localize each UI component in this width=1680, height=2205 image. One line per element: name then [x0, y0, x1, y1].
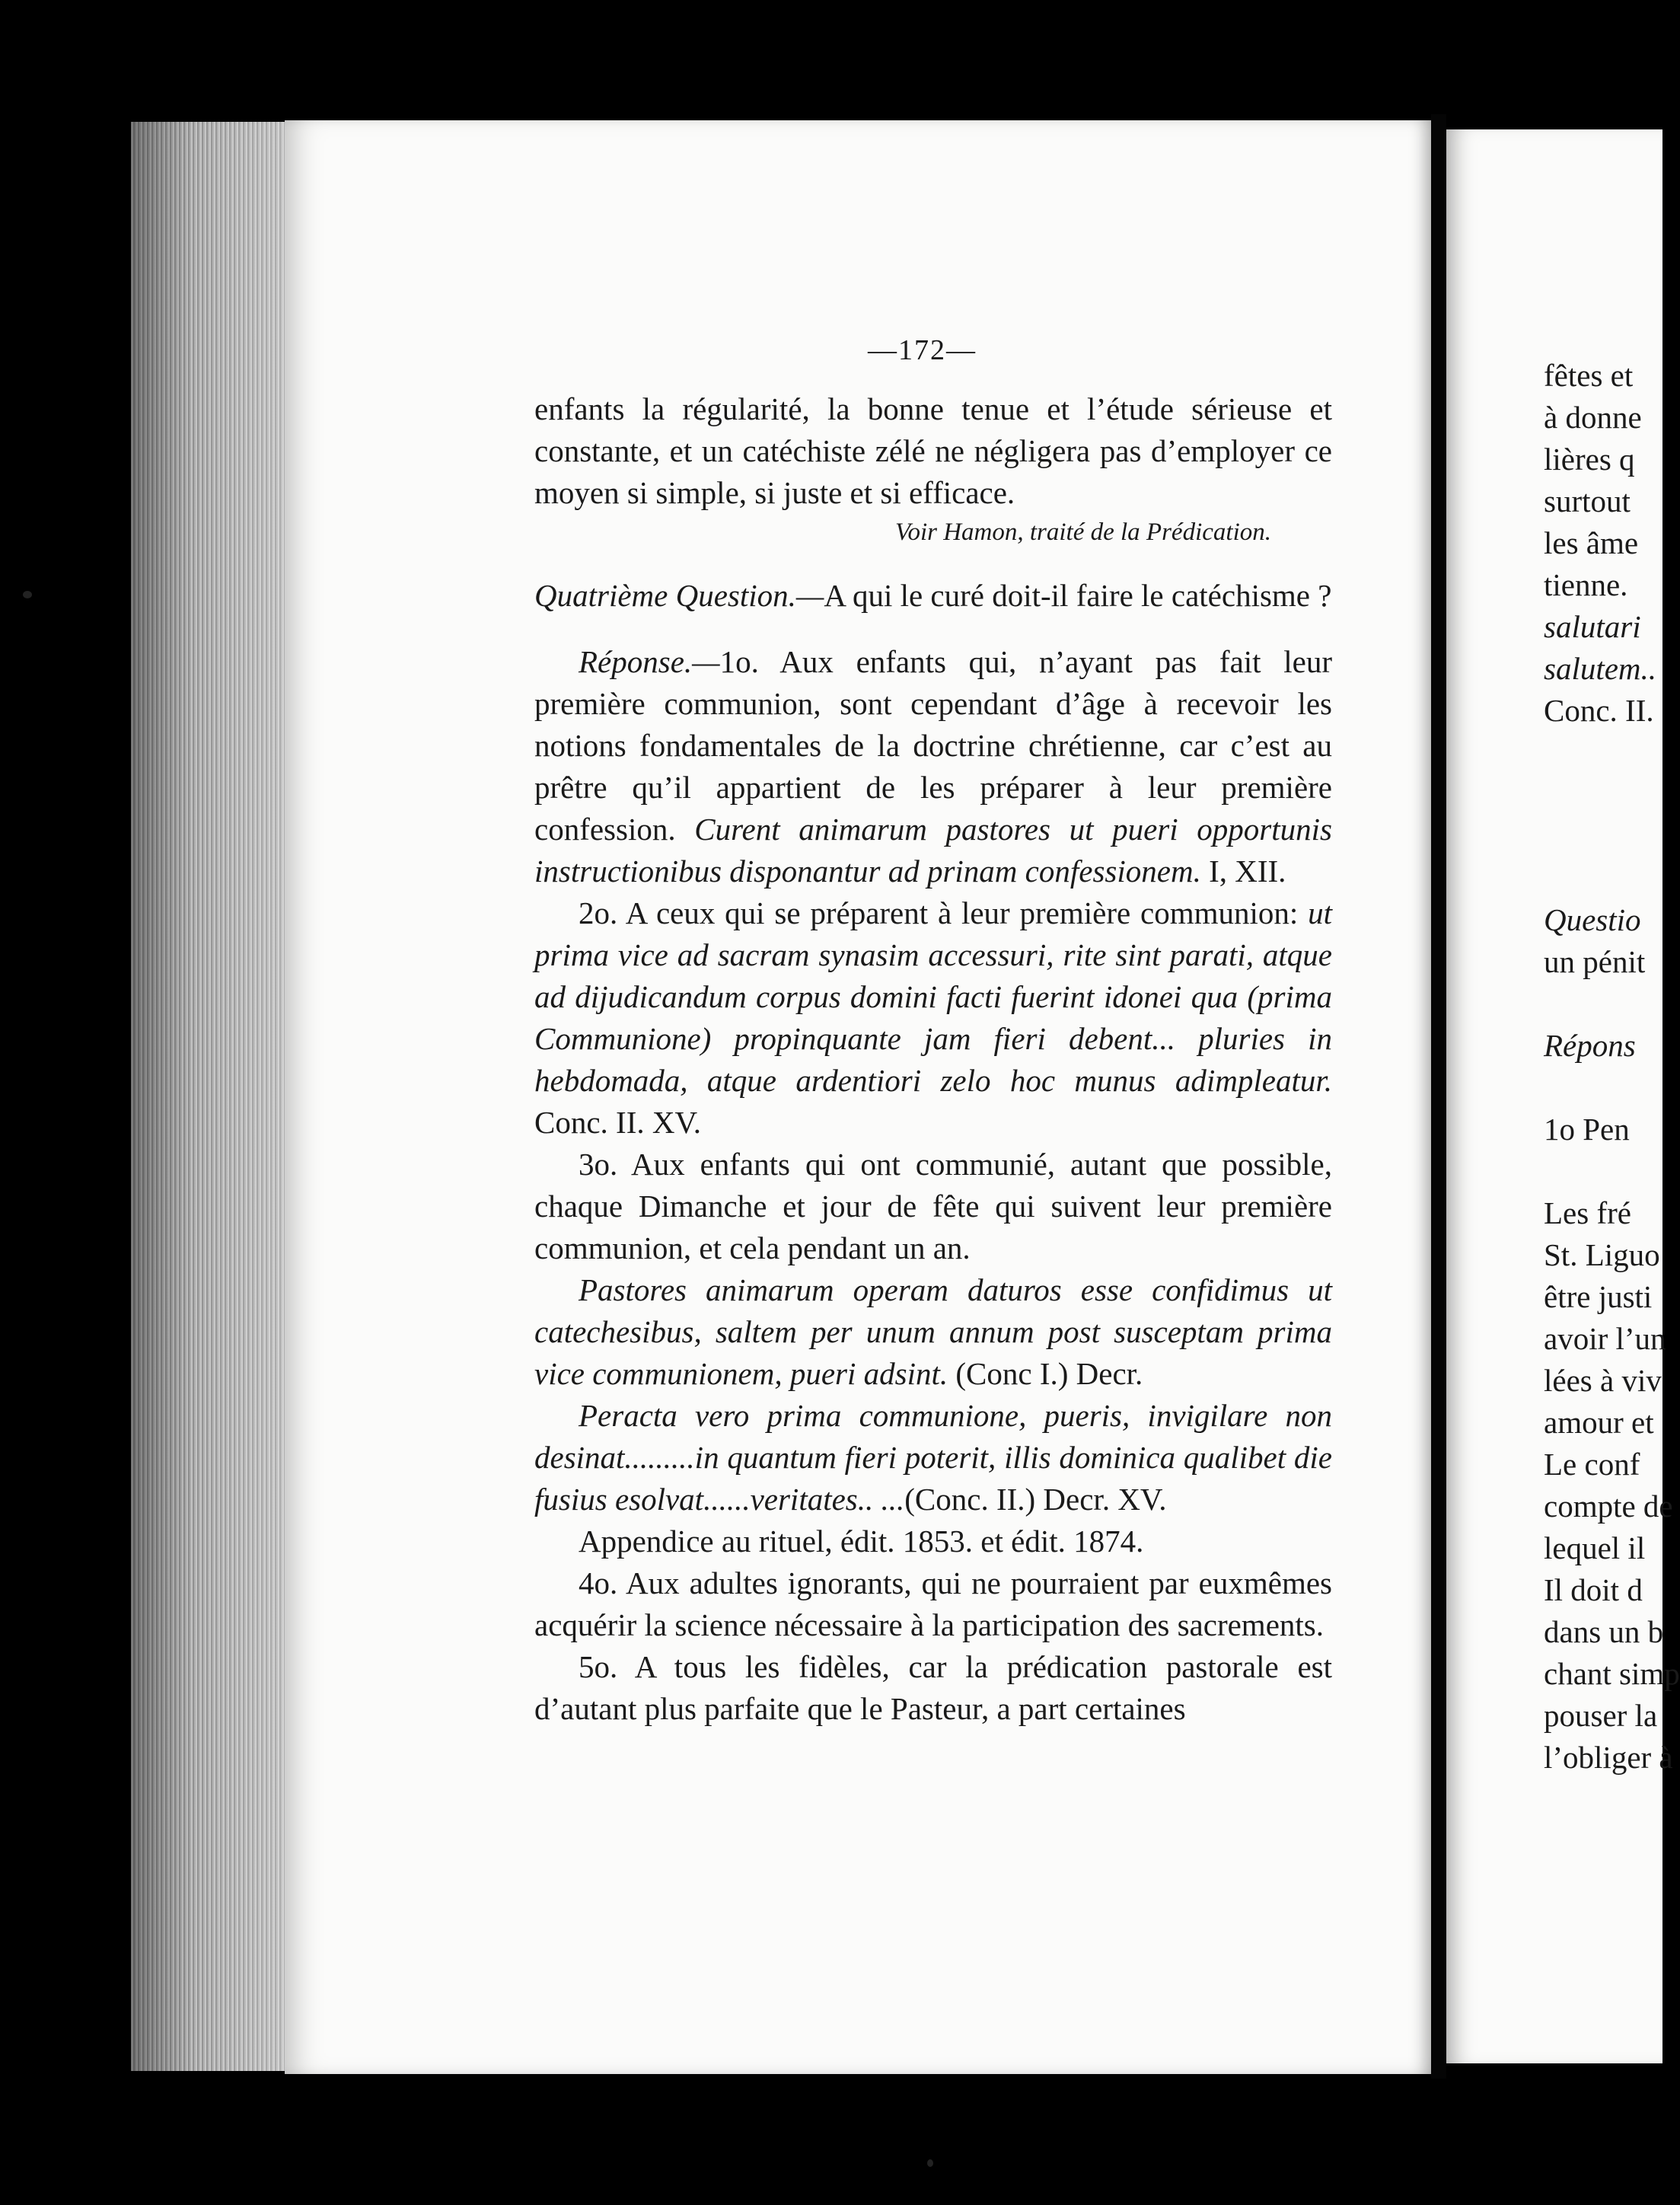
- right-page-line: [1544, 815, 1662, 857]
- right-page-line: fêtes et: [1544, 358, 1634, 393]
- right-page-line: [1544, 983, 1662, 1025]
- paragraph: 2o. A ceux qui se préparent à leur première communion: ut prima vice ad sacram synasim accessuri, rite sint parati, atque ad dijudicandum corpus domini facti fuerint idonei qua (prima Communione) propinquante jam fieri debent... pluries in hebdomada, atque ardentiori zelo hoc munus adimpleatur. Conc. II. XV.: [534, 895, 1332, 1140]
- right-page-line: salutem..: [1544, 651, 1657, 686]
- latin-quote: Peracta vero prima communione, pueris, invigilare non desinat.........in quantum fieri poterit, illis dominica qualibet die fusius esolvat......veritates.. ...(Conc. II.) Decr. XV.: [534, 1398, 1332, 1517]
- scan-speck: [23, 591, 32, 598]
- right-page-line: Il doit d: [1544, 1572, 1643, 1607]
- answer-paragraph: Réponse.—1o. Aux enfants qui, n’ayant pas fait leur première communion, sont cependant d’âge à recevoir les notions fondamentales de la doctrine chrétienne, car c’est au prêtre qu’il appartient de les préparer à leur première confession. Curent animarum pastores ut pueri opportunis instructionibus disponantur ad prinam confessionem. I, XII.: [534, 644, 1332, 889]
- right-page-line: lequel il: [1544, 1530, 1646, 1565]
- right-page-line: Répons: [1544, 1028, 1636, 1063]
- scan-speck: [927, 2159, 933, 2167]
- right-page-line: pouser la: [1544, 1698, 1658, 1733]
- question-paragraph: Quatrième Question.—A qui le curé doit-il faire le catéchisme ?: [534, 578, 1332, 613]
- right-page-line: être justi: [1544, 1279, 1653, 1314]
- paragraph: Appendice au rituel, édit. 1853. et édit. 1874.: [579, 1524, 1144, 1559]
- paragraph: 5o. A tous les fidèles, car la prédication pastorale est d’autant plus parfaite que le Pasteur, a part certaines: [534, 1649, 1332, 1726]
- right-page-line: à donne: [1544, 400, 1642, 435]
- paragraph: 3o. Aux enfants qui ont communié, autant que possible, chaque Dimanche et jour de fête qui suivent leur première communion, et cela pendant un an.: [534, 1147, 1332, 1265]
- right-page-line: surtout: [1544, 483, 1631, 519]
- paragraph: 4o. Aux adultes ignorants, qui ne pourraient par euxmêmes acquérir la science nécessaire à la participation des sacrements.: [534, 1565, 1332, 1642]
- left-page-text: [534, 388, 1332, 1730]
- right-page-line: dans un b: [1544, 1614, 1664, 1649]
- right-page-line: [1544, 1067, 1662, 1109]
- right-page-text: [1544, 355, 1680, 1779]
- paragraph: enfants la régularité, la bonne tenue et l’étude sérieuse et constante, et un catéchiste zélé ne négligera pas d’employer ce moyen si simple, si juste et si efficace.: [534, 391, 1332, 510]
- right-page-line: Conc. II.: [1544, 693, 1654, 728]
- right-page-line: compte de: [1544, 1489, 1673, 1524]
- right-page-line: lées à viv: [1544, 1363, 1662, 1398]
- page-number: —172—: [868, 334, 977, 366]
- reference-note: Voir Hamon, traité de la Prédication.: [894, 519, 1271, 546]
- right-page-line: les âme: [1544, 525, 1639, 560]
- right-page-line: Questio: [1544, 902, 1641, 937]
- right-page-line: [1544, 857, 1662, 899]
- right-page-line: [1544, 1150, 1662, 1192]
- right-page-line: un pénit: [1544, 944, 1646, 979]
- right-page-line: St. Liguo: [1544, 1237, 1660, 1272]
- right-page-line: chant simp: [1544, 1656, 1680, 1691]
- right-page-line: lières q: [1544, 442, 1635, 477]
- right-page-line: avoir l’un: [1544, 1321, 1666, 1356]
- right-page-line: Les fré: [1544, 1195, 1631, 1230]
- right-page-line: l’obliger à: [1544, 1740, 1673, 1775]
- book-page-edges: [131, 122, 288, 2071]
- right-page-line: salutari: [1544, 609, 1641, 644]
- latin-quote: Pastores animarum operam daturos esse confidimus ut catechesibus, saltem per unum annum post susceptam prima vice communionem, pueri adsint. (Conc I.) Decr.: [534, 1272, 1332, 1391]
- right-page-line: 1o Pen: [1544, 1112, 1630, 1147]
- right-page-line: tienne.: [1544, 567, 1628, 602]
- book-gutter: [1431, 114, 1446, 2079]
- right-page-line: amour et: [1544, 1405, 1654, 1440]
- right-page-line: [1544, 774, 1662, 815]
- right-page-line: [1544, 732, 1662, 774]
- right-page-line: Le conf: [1544, 1447, 1640, 1482]
